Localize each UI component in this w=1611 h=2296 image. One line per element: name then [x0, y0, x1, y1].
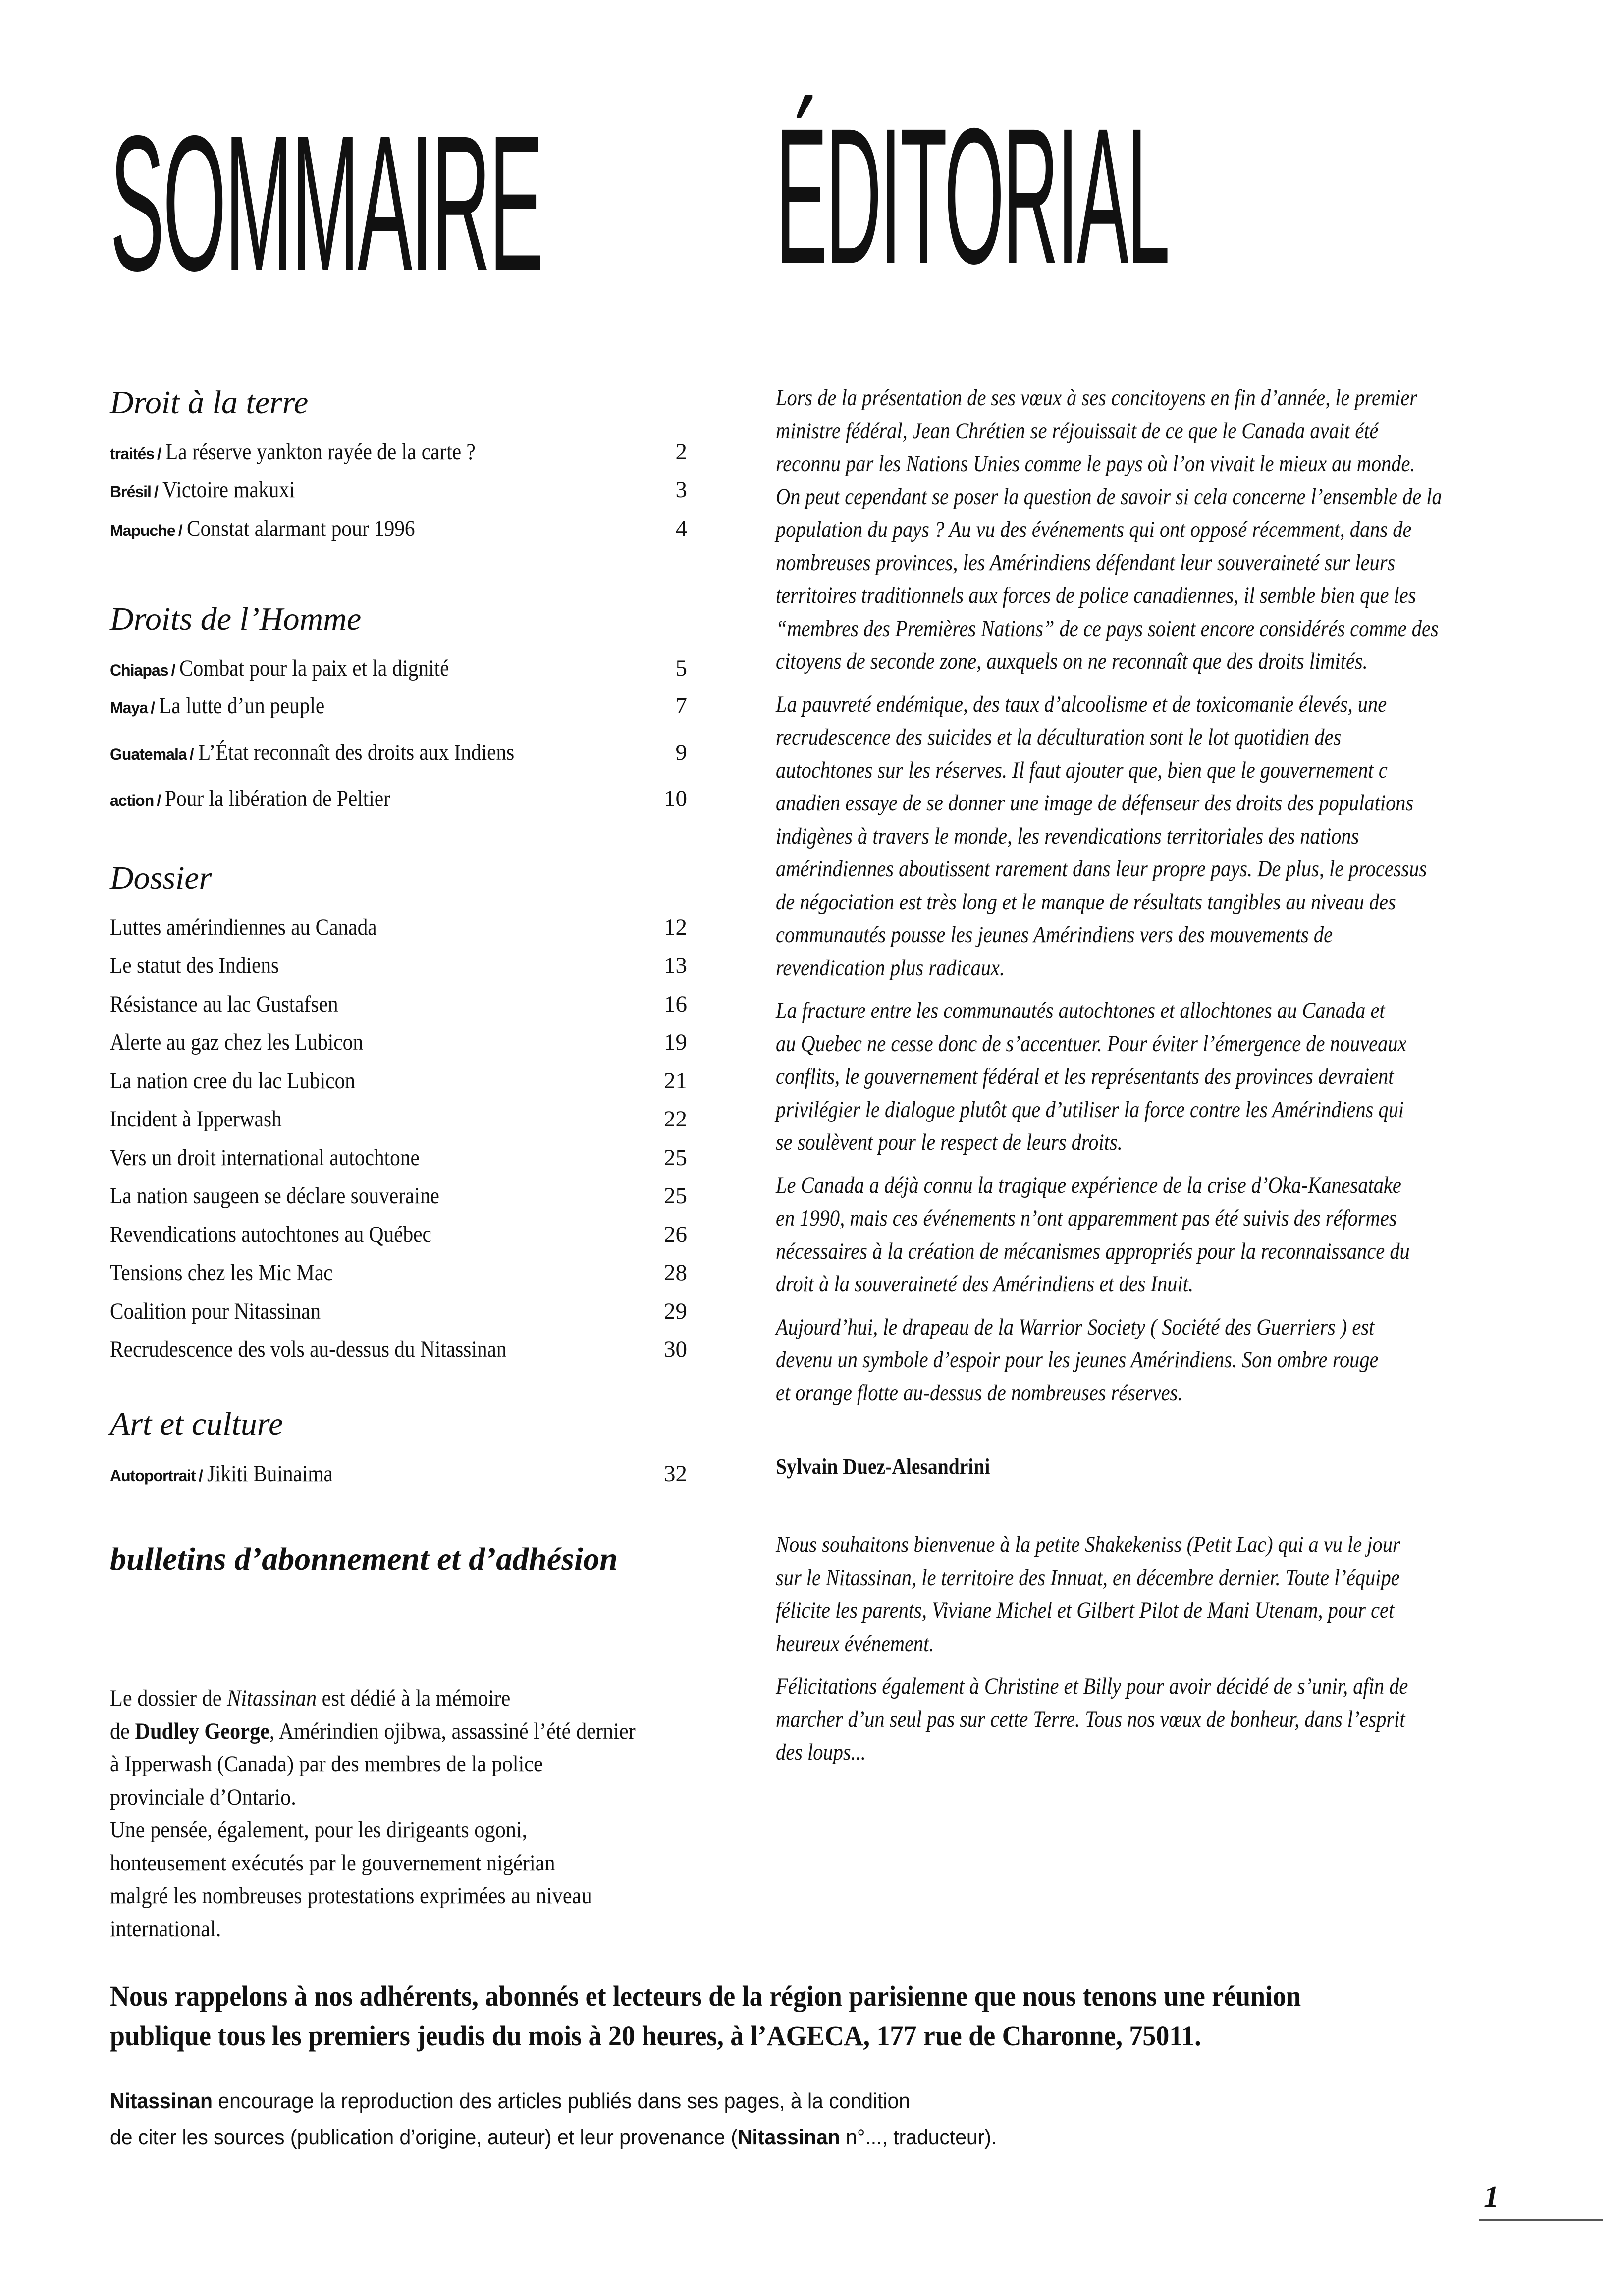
reproduction-notice — [110, 2083, 997, 2155]
toc-entry[interactable] — [110, 1144, 687, 1179]
text-line — [110, 1814, 636, 1847]
toc-separator: / — [189, 746, 194, 763]
toc-entry-page: 21 — [664, 1068, 687, 1094]
toc-entry-page: 4 — [675, 516, 687, 541]
welcome-text — [776, 1528, 1408, 1779]
toc-entry-title: Alerte au gaz chez les Lubicon — [110, 1029, 364, 1055]
toc-entry-page: 25 — [664, 1145, 687, 1171]
dedication-text — [110, 1682, 636, 1945]
toc-entry-page: 7 — [675, 693, 687, 719]
text-line: marcher d’un seul pas sur cette Terre. Tous nos vœux de bonheur, dans l’esprit — [776, 1706, 1405, 1732]
toc-entry-page: 2 — [675, 439, 687, 465]
text-line: félicite les parents, Viviane Michel et Gilbert Pilot de Mani Utenam, pour cet — [776, 1598, 1395, 1623]
text-line — [110, 2083, 997, 2119]
toc-entry-category: Mapuche — [110, 522, 175, 539]
toc-entry-category: Brésil — [110, 483, 151, 501]
section-heading: Art et culture — [110, 1406, 283, 1442]
toc-separator: / — [157, 445, 161, 463]
editorial-text — [776, 381, 1442, 1419]
text-line: Lors de la présentation de ses vœux à ses concitoyens en fin d’année, le premier — [776, 385, 1418, 411]
toc-entry-category: Autoportrait — [110, 1467, 196, 1485]
text-segment: Le dossier de — [110, 1685, 227, 1711]
toc-entry-page: 22 — [664, 1106, 687, 1132]
text-line: autochtones sur les réserves. Il faut ajouter que, bien que le gouvernement c — [776, 757, 1388, 783]
toc-entry[interactable] — [110, 785, 687, 820]
toc-entry-page: 29 — [664, 1298, 687, 1324]
toc-entry-title: La nation saugeen se déclare souveraine — [110, 1183, 439, 1209]
toc-separator: / — [154, 483, 159, 501]
toc-entry-title: Recrudescence des vols au-dessus du Nitassinan — [110, 1336, 507, 1362]
toc-entry-page: 13 — [664, 953, 687, 978]
sommaire-title: SOMMAIRE — [110, 95, 542, 312]
text-line — [110, 1682, 636, 1715]
toc-entry[interactable] — [110, 1259, 687, 1294]
toc-entry[interactable] — [110, 1029, 687, 1064]
text-segment: n°..., traducteur). — [840, 2125, 997, 2149]
paragraph — [776, 1311, 1442, 1410]
text-line — [110, 1715, 636, 1748]
toc-entry[interactable] — [110, 1068, 687, 1102]
text-line: conflits, le gouvernement fédéral et les représentants des provinces devraient — [776, 1064, 1394, 1089]
toc-entry[interactable] — [110, 952, 687, 987]
text-line: recrudescence des suicides et la déculturation sont le lot quotidien des — [776, 724, 1342, 750]
toc-entry-title: Combat pour la paix et la dignité — [179, 655, 449, 681]
text-line — [110, 1847, 636, 1880]
text-line: Le Canada a déjà connu la tragique expérience de la crise d’Oka-Kanesatake — [776, 1172, 1401, 1198]
text-segment: Nitassinan — [110, 2089, 213, 2113]
text-line: revendication plus radicaux. — [776, 955, 1005, 981]
toc-entry-category: action — [110, 792, 154, 809]
toc-entry-category: Guatemala — [110, 746, 187, 763]
text-line: nombreuses provinces, les Amérindiens défendant leur souveraineté sur leurs — [776, 549, 1396, 576]
text-line: se soulèvent pour le respect de leurs droits. — [776, 1129, 1123, 1155]
toc-separator: / — [151, 699, 155, 717]
toc-entry-title: Revendications autochtones au Québec — [110, 1222, 431, 1247]
toc-separator: / — [171, 661, 176, 679]
toc-entry-title: Tensions chez les Mic Mac — [110, 1260, 333, 1285]
bulletins-heading[interactable]: bulletins d’abonnement et d’adhésion — [110, 1541, 618, 1577]
text-segment: honteusement exécutés par le gouvernement nigérian — [110, 1850, 555, 1876]
toc-entry-title: Constat alarmant pour 1996 — [186, 516, 415, 541]
text-segment: de citer les sources (publication d’origine, auteur) et leur provenance ( — [110, 2125, 738, 2149]
toc-entry-title: Coalition pour Nitassinan — [110, 1298, 321, 1324]
toc-separator: / — [198, 1467, 203, 1485]
meeting-notice — [110, 1976, 1301, 2056]
text-line: devenu un symbole d’espoir pour les jeunes Amérindiens. Son ombre rouge — [776, 1347, 1379, 1373]
toc-entry[interactable] — [110, 515, 687, 550]
text-segment: Nitassinan — [227, 1685, 317, 1711]
paragraph — [776, 1670, 1408, 1769]
text-line: reconnu par les Nations Unies comme le pays où l’on vivait le mieux au monde. — [776, 451, 1415, 477]
toc-entry-title: Victoire makuxi — [162, 477, 295, 503]
toc-entry[interactable] — [110, 1298, 687, 1333]
toc-entry[interactable] — [110, 991, 687, 1025]
toc-entry[interactable] — [110, 1106, 687, 1140]
text-line: Nous souhaitons bienvenue à la petite Shakekeniss (Petit Lac) qui a vu le jour — [776, 1532, 1400, 1557]
text-line — [110, 1748, 636, 1781]
text-segment: malgré les nombreuses protestations exprimées au niveau — [110, 1883, 592, 1909]
text-segment: publique tous les premiers jeudis du mois à 20 heures, à l’AGECA, 177 rue de Charonne, 75011. — [110, 2020, 1201, 2052]
text-line — [110, 1976, 1301, 2016]
text-line: droit à la souveraineté des Amérindiens et des Inuit. — [776, 1271, 1194, 1297]
text-segment: Une pensée, également, pour les dirigeants ogoni, — [110, 1817, 528, 1843]
toc-entry[interactable] — [110, 1336, 687, 1371]
text-segment: Dudley George — [135, 1718, 269, 1744]
text-line: citoyens de seconde zone, auxquels on ne reconnaît que des droits limités. — [776, 648, 1368, 674]
text-line: au Quebec ne cesse donc de s’accentuer. Pour éviter l’émergence de nouveaux — [776, 1030, 1407, 1057]
text-segment: à Ipperwash (Canada) par des membres de la police — [110, 1751, 543, 1777]
text-line: des loups... — [776, 1739, 866, 1765]
toc-entry-page: 16 — [664, 991, 687, 1017]
text-line: privilégier le dialogue plutôt que d’utiliser la force contre les Amérindiens qui — [776, 1096, 1404, 1122]
toc-entry-title: Pour la libération de Peltier — [165, 786, 390, 811]
toc-entry-page: 32 — [664, 1461, 687, 1487]
toc-entry-page: 12 — [664, 914, 687, 940]
text-line: ministre fédéral, Jean Chrétien se réjouissait de ce que le Canada avait été — [776, 418, 1379, 444]
toc-entry-page: 9 — [675, 740, 687, 765]
text-line: territoires traditionnels aux forces de police canadiennes, il semble bien que les — [776, 583, 1416, 608]
text-line — [110, 1781, 636, 1814]
toc-entry-category: traités — [110, 445, 155, 463]
paragraph — [776, 381, 1442, 678]
toc-entry[interactable] — [110, 693, 687, 727]
text-line: de négociation est très long et le manque de résultats tangibles au niveau des — [776, 889, 1396, 915]
toc-entry[interactable] — [110, 477, 687, 511]
text-segment: Nous rappelons à nos adhérents, abonnés et lecteurs de la région parisienne que nous tenons une réunion — [110, 1980, 1301, 2012]
toc-entry-title: La réserve yankton rayée de la carte ? — [165, 439, 476, 465]
text-segment: Nitassinan — [737, 2125, 840, 2149]
toc-entry[interactable] — [110, 1221, 687, 1256]
text-line: Félicitations également à Christine et Billy pour avoir décidé de s’unir, afin de — [776, 1673, 1408, 1699]
section-heading: Dossier — [110, 860, 212, 896]
toc-entry-page: 26 — [664, 1222, 687, 1247]
toc-entry-title: La nation cree du lac Lubicon — [110, 1068, 355, 1094]
text-segment: provinciale d’Ontario. — [110, 1784, 296, 1810]
toc-entry-category: Maya — [110, 699, 148, 717]
text-segment: encourage la reproduction des articles publiés dans ses pages, à la condition — [212, 2089, 911, 2113]
page-number-rule — [1479, 2219, 1603, 2221]
toc-entry-title: L’État reconnaît des droits aux Indiens — [198, 740, 514, 765]
toc-entry-title: La lutte d’un peuple — [159, 693, 325, 719]
text-line: indigènes à travers le monde, les revendications territoriales des nations — [776, 823, 1359, 849]
text-line: heureux événement. — [776, 1630, 934, 1656]
text-line: anadien essaye de se donner une image de défenseur des droits des populations — [776, 790, 1414, 816]
toc-entry-title: Jikiti Buinaima — [207, 1461, 333, 1487]
text-line — [110, 1913, 636, 1946]
toc-entry-title: Résistance au lac Gustafsen — [110, 991, 338, 1017]
toc-entry[interactable] — [110, 438, 687, 473]
editorial-title: ÉDITORIAL — [776, 87, 1169, 304]
toc-entry-page: 19 — [664, 1029, 687, 1055]
toc-entry[interactable] — [110, 1182, 687, 1217]
text-line: Aujourd’hui, le drapeau de la Warrior Society ( Société des Guerriers ) est — [776, 1314, 1375, 1340]
text-line: sur le Nitassinan, le territoire des Innuat, en décembre dernier. Toute l’équipe — [776, 1564, 1400, 1591]
text-line: La pauvreté endémique, des taux d’alcoolisme et de toxicomanie élevés, une — [776, 691, 1387, 717]
text-segment: est dédié à la mémoire — [317, 1685, 511, 1711]
text-line: et orange flotte au-dessus de nombreuses réserves. — [776, 1380, 1183, 1406]
text-line: en 1990, mais ces événements n’ont apparemment pas été suivis des réformes — [776, 1205, 1397, 1231]
text-segment: international. — [110, 1916, 221, 1942]
toc-entry-category: Chiapas — [110, 661, 168, 679]
page-number: 1 — [1484, 2180, 1499, 2214]
toc-entry-page: 5 — [675, 655, 687, 681]
toc-entry-page: 3 — [675, 477, 687, 503]
toc-entry-page: 10 — [664, 786, 687, 811]
paragraph — [776, 1528, 1408, 1660]
toc-entry-title: Vers un droit international autochtone — [110, 1145, 420, 1171]
text-line: amérindiennes aboutissent rarement dans leur propre pays. De plus, le processus — [776, 856, 1427, 882]
toc-entry[interactable] — [110, 739, 687, 774]
editorial-signature: Sylvain Duez-Alesandrini — [776, 1454, 990, 1479]
toc-entry[interactable] — [110, 914, 687, 949]
text-line — [110, 2016, 1301, 2056]
section-heading: Droit à la terre — [110, 384, 309, 421]
toc-entry[interactable] — [110, 655, 687, 690]
toc-entry-page: 30 — [664, 1336, 687, 1362]
text-line — [110, 1879, 636, 1913]
toc-entry-page: 28 — [664, 1260, 687, 1285]
text-line: “membres des Premières Nations” de ce pays soient encore considérés comme des — [776, 615, 1439, 641]
toc-entry-title: Luttes amérindiennes au Canada — [110, 914, 377, 940]
toc-separator: / — [157, 792, 161, 809]
toc-entry[interactable] — [110, 1460, 687, 1495]
text-line: population du pays ? Au vu des événements qui ont opposé récemment, dans de — [776, 517, 1412, 542]
text-line: nécessaires à la création de mécanismes appropriés pour la reconnaissance du — [776, 1238, 1410, 1264]
toc-entry-title: Le statut des Indiens — [110, 953, 279, 978]
paragraph — [776, 688, 1442, 985]
text-segment: , Amérindien ojibwa, assassiné l’été dernier — [269, 1718, 636, 1744]
paragraph — [776, 994, 1442, 1159]
paragraph — [776, 1169, 1442, 1301]
text-line — [110, 2119, 997, 2155]
toc-entry-page: 25 — [664, 1183, 687, 1209]
text-line: La fracture entre les communautés autochtones et allochtones au Canada et — [776, 998, 1385, 1023]
toc-entry-title: Incident à Ipperwash — [110, 1106, 282, 1132]
text-segment: de — [110, 1718, 135, 1744]
text-line: communautés pousse les jeunes Amérindiens vers des mouvements de — [776, 922, 1333, 948]
text-line: On peut cependant se poser la question de savoir si cela concerne l’ensemble de la — [776, 483, 1442, 510]
section-heading: Droits de l’Homme — [110, 601, 362, 637]
toc-separator: / — [178, 522, 183, 539]
